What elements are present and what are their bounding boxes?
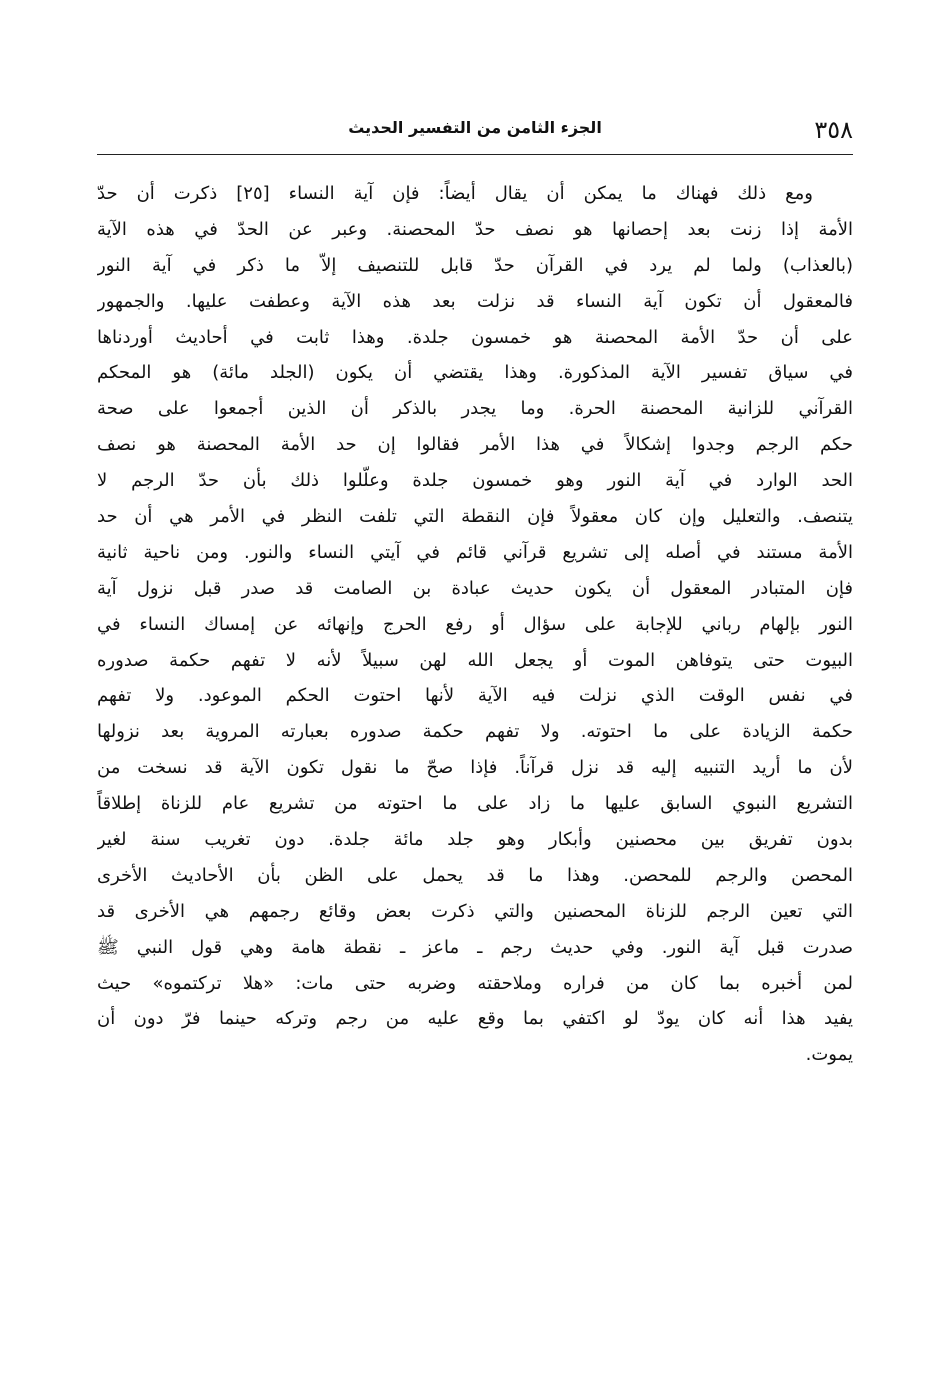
text-line: النور بإلهام رباني للإجابة على سؤال أو رفع الحرج وإنهائه عن إمساك النساء في <box>97 613 853 635</box>
text-line: فالمعقول أن تكون آية النساء قد نزلت بعد هذه الآية وعطفت عليها. والجمهور <box>97 290 853 312</box>
text-line: يفيد هذا أنه كان يودّ لو اكتفي بما وقع عليه من رجم وتركه حينما فرّ دون أن <box>97 1008 853 1030</box>
text-line: القرآني للزانية المحصنة الحرة. وما يجدر بالذكر أن الذين أجمعوا على صحة <box>97 398 853 420</box>
text-line: التي تعين الرجم للزناة المحصنين والتي ذكرت بعض وقائع رجمهم هي الأخرى قد <box>97 900 853 922</box>
text-line: لمن أخبره بما كان من فراره وملاحقته وضربه حتى مات: «هلا تركتموه» حيث <box>97 972 853 994</box>
text-line: الأمة إذا زنت بعد إحصانها هو نصف حدّ المحصنة. وعبر عن الحدّ في هذه الآية <box>97 218 853 240</box>
text-line: المحصن والرجم للمحصن. وهذا ما قد يحمل على الظن بأن الأحاديث الأخرى <box>97 864 853 886</box>
text-line: ومع ذلك فهناك ما يمكن أن يقال أيضاً: فإن آية النساء [٢٥] ذكرت أن حدّ <box>97 183 813 204</box>
running-title: الجزء الثامن من التفسير الحديث <box>348 118 602 137</box>
text-line: على أن حدّ الأمة المحصنة هو خمسون جلدة. وهذا ثابت في أحاديث أوردناها <box>97 326 853 348</box>
text-line: يتنصف. والتعليل وإن كان معقولاً فإن النقطة التي تلفت النظر في الأمر هي أن حد <box>97 506 853 528</box>
text-line: البيوت حتى يتوفاهن الموت أو يجعل الله لهن سبيلاً لأنه لا تفهم حكمة صدوره <box>97 649 853 671</box>
text-line: حكم الرجم وجدوا إشكالاً في هذا الأمر فقالوا إن حد الأمة المحصنة هو نصف <box>97 434 853 456</box>
text-line: (بالعذاب) ولما لم يرد في القرآن حدّ قابل للتنصيف إلاّ ما ذكر في آية النور <box>97 254 853 276</box>
text-line: بدون تفريق بين محصنين وأبكار وهو جلد مائة جلدة. دون تغريب سنة لغير <box>97 829 853 851</box>
text-line: التشريع النبوي السابق عليها ما زاد على ما احتوته من تشريع عام للزناة إطلاقاً <box>97 793 853 815</box>
text-line: في نفس الوقت الذي نزلت فيه الآية لأنها احتوت الحكم الموعود. ولا تفهم <box>97 685 853 707</box>
text-line: لأن ما أريد التنبيه إليه قد نزل قرآناً. فإذا صحّ ما نقول تكون الآية قد نسخت من <box>97 757 853 779</box>
text-line: حكمة الزيادة على ما احتوته. ولا تفهم حكمة صدوره بعبارته المروية بعد نزولها <box>97 721 853 743</box>
page-header <box>97 112 853 152</box>
text-line: يموت. <box>805 1044 853 1066</box>
body-text <box>97 176 853 1073</box>
text-line: صدرت قبل آية النور. وفي حديث رجم ـ ماعز ـ نقطة هامة وهي قول النبي ﷺ <box>97 936 853 958</box>
text-line: في سياق تفسير الآية المذكورة. وهذا يقتضي أن يكون (الجلد مائة) هو المحكم <box>97 362 853 384</box>
text-line: الأمة مستند في أصله إلى تشريع قرآني قائم في آيتي النساء والنور. ومن ناحية ثانية <box>97 541 853 563</box>
header-rule <box>97 154 853 155</box>
page-number: ٣٥٨ <box>814 116 853 144</box>
text-line: الحد الوارد في آية النور وهو خمسون جلدة وعلّلوا ذلك بأن حدّ الرجم لا <box>97 470 853 492</box>
text-line: فإن المتبادر المعقول أن يكون حديث عبادة بن الصامت قد صدر قبل نزول آية <box>97 577 853 599</box>
